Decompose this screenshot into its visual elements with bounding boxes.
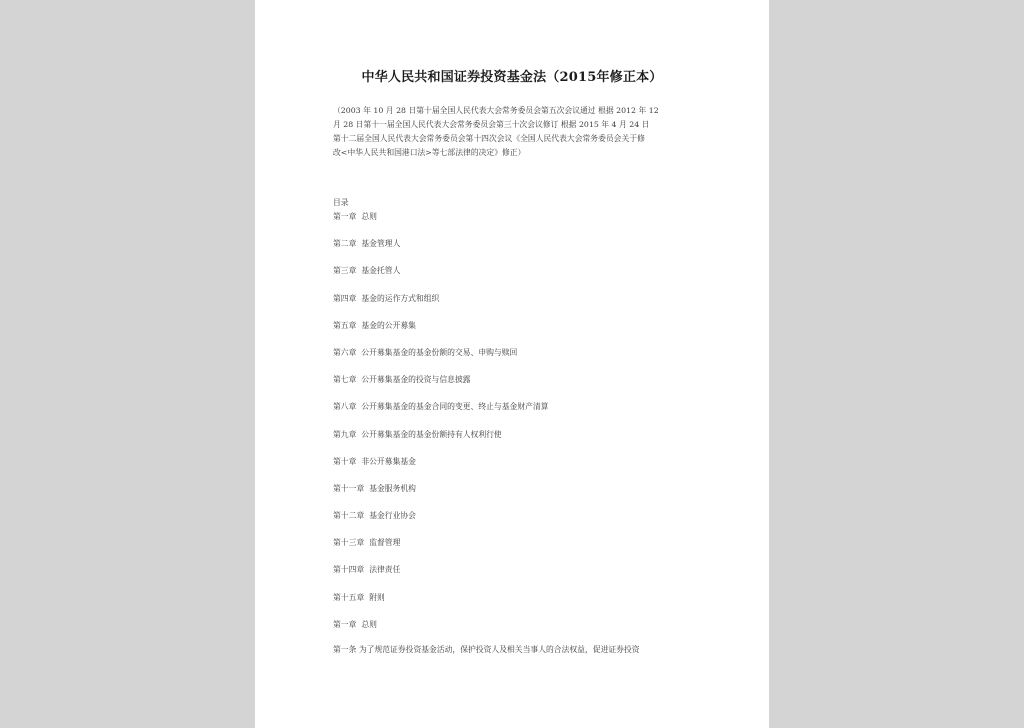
toc-chapter-number: 第十章	[333, 456, 357, 466]
toc-item	[333, 511, 549, 538]
table-of-contents	[333, 212, 549, 647]
toc-chapter-number: 第十四章	[333, 565, 365, 575]
toc-item	[333, 538, 549, 565]
toc-chapter-number: 第二章	[333, 239, 357, 249]
toc-item	[333, 266, 549, 293]
toc-item	[333, 294, 549, 321]
toc-chapter-title: 基金的公开募集	[361, 320, 416, 330]
toc-chapter-number: 第九章	[333, 429, 357, 439]
history-line: 第十二届全国人民代表大会常务委员会第十四次会议《全国人民代表大会常务委员会关于修	[333, 134, 645, 143]
toc-chapter-number: 第七章	[333, 375, 357, 385]
toc-item	[333, 430, 549, 457]
history-line: 改<中华人民共和国港口法>等七部法律的决定》修正）	[333, 148, 526, 157]
chapter-heading	[333, 620, 549, 647]
toc-chapter-number: 第十一章	[333, 483, 365, 493]
toc-chapter-title: 公开募集基金的基金合同的变更、终止与基金财产清算	[361, 402, 549, 412]
document-title: 中华人民共和国证券投资基金法（2015年修正本）	[361, 70, 663, 85]
toc-chapter-number: 第三章	[333, 266, 357, 276]
toc-chapter-title: 公开募集基金的投资与信息披露	[361, 375, 471, 385]
toc-item	[333, 348, 549, 375]
toc-chapter-number: 第五章	[333, 320, 357, 330]
toc-item	[333, 321, 549, 348]
toc-chapter-title: 监督管理	[369, 538, 401, 548]
toc-item	[333, 402, 549, 429]
amendment-history	[333, 104, 708, 160]
toc-item	[333, 212, 549, 239]
toc-chapter-title: 法律责任	[369, 565, 401, 575]
toc-item	[333, 239, 549, 266]
toc-chapter-number: 第十三章	[333, 538, 365, 548]
toc-chapter-title: 公开募集基金的基金份额的交易、申购与赎回	[361, 347, 518, 357]
toc-chapter-title: 公开募集基金的基金份额持有人权利行使	[361, 429, 502, 439]
toc-chapter-number: 第六章	[333, 347, 357, 357]
toc-item	[333, 375, 549, 402]
toc-item	[333, 484, 549, 511]
document-page	[255, 0, 769, 728]
toc-chapter-title: 基金的运作方式和组织	[361, 293, 440, 303]
toc-chapter-title: 基金托管人	[361, 266, 401, 276]
history-line: （2003 年 10 月 28 日第十届全国人民代表大会常务委员会第五次会议通过 根据 2012 年 12	[333, 106, 659, 115]
toc-chapter-number: 第四章	[333, 293, 357, 303]
toc-heading: 目录	[333, 198, 349, 207]
toc-chapter-number: 第一章	[333, 212, 357, 221]
chapter-number: 第一章	[333, 619, 357, 629]
toc-chapter-title: 基金服务机构	[369, 483, 416, 493]
toc-chapter-title: 基金行业协会	[369, 511, 416, 521]
toc-item	[333, 593, 549, 620]
toc-chapter-title: 基金管理人	[361, 239, 401, 249]
toc-chapter-number: 第十五章	[333, 592, 365, 602]
history-line: 月 28 日第十一届全国人民代表大会常务委员会第三十次会议修订 根据 2015 年 4 月 24 日	[333, 120, 650, 129]
toc-chapter-title: 总则	[361, 212, 377, 221]
chapter-title: 总则	[361, 619, 377, 629]
toc-chapter-title: 附则	[369, 592, 385, 602]
toc-item	[333, 565, 549, 592]
toc-item	[333, 457, 549, 484]
toc-chapter-number: 第八章	[333, 402, 357, 412]
toc-chapter-number: 第十二章	[333, 511, 365, 521]
article-text: 第一条 为了规范证券投资基金活动，保护投资人及相关当事人的合法权益，促进证券投资	[333, 645, 640, 654]
toc-chapter-title: 非公开募集基金	[361, 456, 416, 466]
